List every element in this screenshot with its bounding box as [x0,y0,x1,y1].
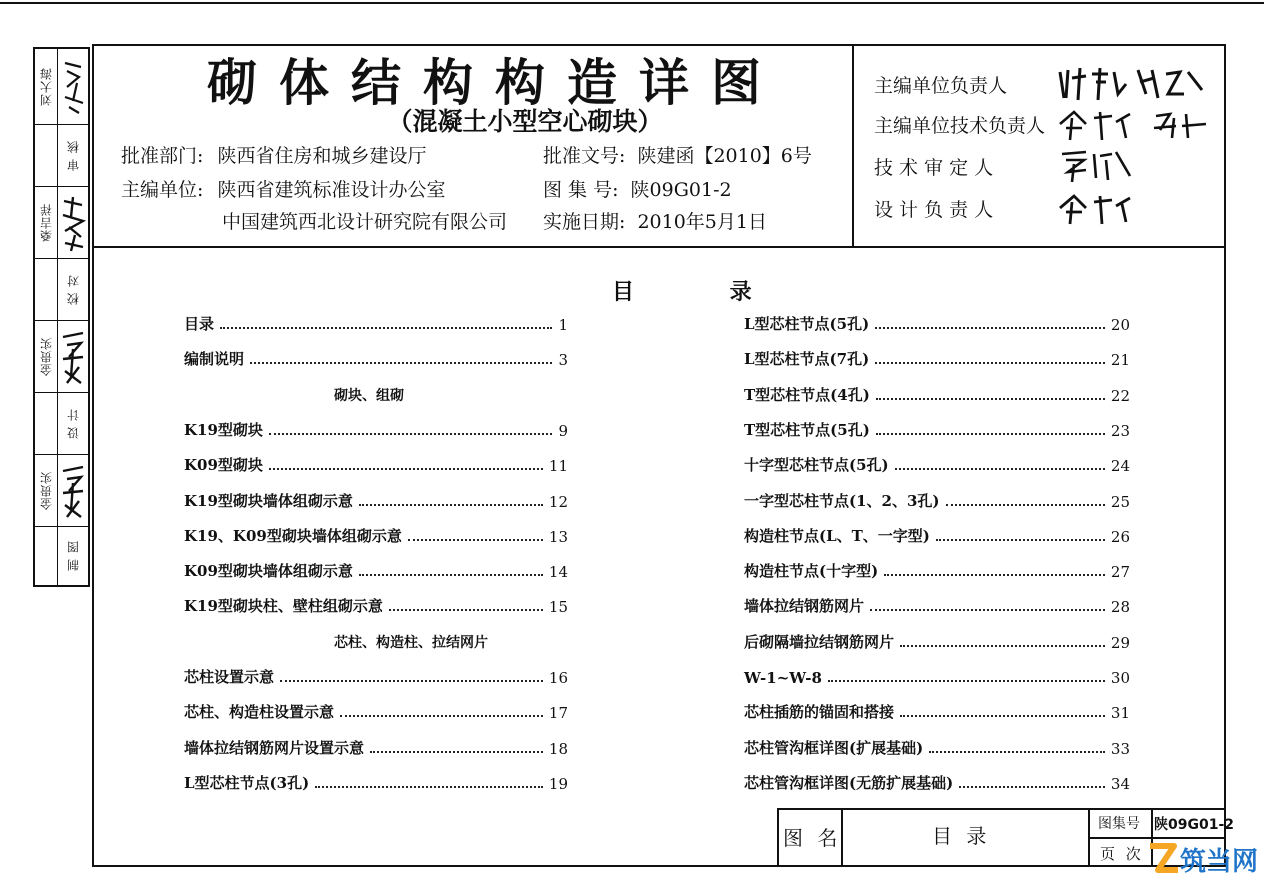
toc-leader-dots [315,786,543,788]
drawing-subtitle: （混凝土小型空心砌块） [387,107,663,136]
atlas-no-label: 图 集 号: [543,179,619,201]
toc-entry-page: 1 [558,316,568,334]
toc-leader-dots [340,715,543,717]
toc-entry-page: 12 [548,492,568,511]
toc-leader-dots [876,398,1105,400]
signoff-name: 刘大海 [39,67,54,106]
handwritten-signature [1056,64,1206,104]
toc-entry[interactable] [744,491,1130,511]
toc-entry[interactable] [744,738,1130,758]
toc-leader-dots [900,645,1105,647]
signoff-role: 审 核 [66,140,81,171]
toc-leader-dots [220,327,552,329]
toc-entry[interactable] [744,385,1130,405]
toc-entry-title: T型芯柱节点(5孔) [744,420,870,439]
toc-leader-dots [828,680,1105,682]
toc-leader-dots [959,786,1105,788]
approval-dept [121,144,426,168]
effective-date-value: 2010年5月1日 [637,211,767,233]
toc-leader-dots [359,504,543,506]
toc-entry-page: 23 [1110,421,1130,440]
toc-entry[interactable] [184,738,568,758]
effective-date-label: 实施日期: [543,211,626,233]
atlas-no [543,178,732,202]
toc-entry-title: K19型砌块墙体组砌示意 [184,491,353,510]
toc-entry-page: 29 [1110,633,1130,652]
toc-entry-page: 13 [548,527,568,546]
toc-entry[interactable] [744,632,1130,652]
handwritten-signature [1056,104,1216,144]
toc-leader-dots [250,362,552,364]
toc-leader-dots [895,468,1105,470]
toc-entry-title: K19型砌块柱、壁柱组砌示意 [184,597,383,616]
toc-entry-page: 24 [1110,457,1130,476]
atlas-no-value: 陕09G01-2 [630,179,732,201]
title-block-page-label: 页 次 [1100,845,1144,863]
toc-entry-title: K19型砌块 [184,420,263,439]
toc-entry[interactable] [744,526,1130,546]
toc-entry-page: 17 [548,704,568,723]
toc-entry-title: 墙体拉结钢筋网片 [744,597,865,616]
toc-leader-dots [370,751,543,753]
signoff-name: 金贵实 [39,337,54,376]
toc-entry-title: 编制说明 [184,350,245,369]
toc-entry-page: 34 [1110,774,1130,793]
toc-entry-page: 15 [548,598,568,617]
toc-leader-dots [876,433,1105,435]
toc-entry-title: L型芯柱节点(5孔) [744,315,870,333]
toc-entry-page: 25 [1110,492,1130,511]
toc-entry-title: K09型砌块 [184,456,263,475]
toc-entry-title: 目录 [184,315,215,333]
toc-entry-title: K19、K09型砌块墙体组砌示意 [184,526,402,545]
toc-entry-title: K09型砌块墙体组砌示意 [184,562,353,581]
toc-entry-title: 芯柱管沟框详图(扩展基础) [744,738,924,757]
toc-leader-dots [900,715,1105,717]
responsible-label: 主编单位技术负责人 [874,115,1046,137]
toc-leader-dots [269,433,553,435]
toc-entry-page: 19 [548,774,568,793]
handwritten-signature [58,49,88,124]
toc-entry-page: 30 [1110,669,1130,687]
toc-entry-page: 33 [1110,739,1130,758]
handwritten-signature [58,187,88,258]
signoff-cell [35,527,88,585]
handwritten-signature [1056,146,1136,186]
toc-entry[interactable] [744,702,1130,722]
toc-entry-title: 构造柱节点(L、T、一字型) [744,526,930,545]
toc-leader-dots [929,751,1105,753]
toc-section-heading: 砌块、组砌 [334,387,404,404]
toc-entry[interactable] [184,526,568,546]
toc-entry[interactable] [184,349,568,369]
toc-entry-page: 31 [1110,704,1130,723]
toc-entry-title: 芯柱设置示意 [184,668,275,686]
toc-entry-title: 墙体拉结钢筋网片设置示意 [184,738,365,757]
toc-leader-dots [359,574,543,576]
toc-entry-page: 20 [1110,316,1130,334]
signoff-cell [35,187,88,259]
toc-entry[interactable] [184,314,568,334]
toc-entry-page: 3 [558,351,568,370]
toc-leader-dots [269,468,543,470]
toc-leader-dots [946,504,1105,506]
toc-entry[interactable] [184,420,568,440]
signoff-cell [35,49,88,125]
responsible-label: 主编单位负责人 [874,75,1008,97]
toc-entry-page: 28 [1110,598,1130,617]
zhudangwang-logo [1148,838,1260,878]
signoff-cell [35,125,88,187]
signoff-name: 桑吉祥 [39,203,54,242]
toc-entry-page: 22 [1110,386,1130,405]
signoff-role: 制 图 [66,540,81,572]
toc-entry-title: 芯柱管沟框详图(无筋扩展基础) [744,773,954,792]
toc-entry[interactable] [744,667,1130,687]
top-border [0,2,1264,4]
editor-unit-value: 陕西省建筑标准设计办公室 [217,179,446,201]
toc-leader-dots [875,327,1105,329]
toc-entry-page: 18 [548,739,568,758]
approval-dept-label: 批准部门: [121,145,204,167]
toc-entry-title: 芯柱插筋的锚固和搭接 [744,703,895,722]
toc-leader-dots [875,362,1105,364]
responsible-row [874,198,1052,222]
title-block-atlas-label: 图集号 [1098,816,1140,832]
toc-entry[interactable] [744,596,1130,616]
title-block-name-value: 目 录 [932,824,991,848]
title-block-name-label: 图 名 [783,826,842,850]
editor-unit-2 [222,210,507,234]
handwritten-signature [1056,188,1136,228]
toc-entry[interactable] [184,667,568,687]
title-block-atlas-value: 陕09G01-2 [1154,817,1235,833]
editor-unit-value-2: 中国建筑西北设计研究院有限公司 [222,211,508,233]
signoff-cell [35,393,88,455]
toc-leader-dots [936,539,1105,541]
toc-entry-page: 14 [548,563,568,582]
toc-entry[interactable] [184,773,568,793]
editor-unit [121,178,445,202]
toc-entry[interactable] [184,561,568,581]
handwritten-signature [58,455,88,526]
responsible-label: 技 术 审 定 人 [874,157,994,179]
signoff-cell [35,259,88,321]
toc-entry[interactable] [744,455,1130,475]
signoff-role: 校 对 [66,274,81,305]
toc-entry-page: 9 [558,421,568,440]
toc-entry-title: 构造柱节点(十字型) [744,562,879,581]
toc-entry-page: 11 [548,457,568,476]
toc-leader-dots [884,574,1105,576]
toc-entry-title: T型芯柱节点(4孔) [744,385,870,404]
toc-entry-page: 21 [1110,351,1130,370]
approval-no [543,144,812,168]
toc-entry-title: L型芯柱节点(3孔) [184,773,310,792]
approval-no-label: 批准文号: [543,145,626,167]
toc-entry-title: 芯柱、构造柱设置示意 [184,703,335,722]
toc-entry[interactable] [184,596,568,616]
toc-entry-page: 27 [1110,563,1130,582]
header-vertical-divider [852,44,854,248]
responsible-row [874,114,1052,138]
toc-section-heading: 芯柱、构造柱、拉结网片 [334,634,488,651]
toc-entry-title: 后砌隔墙拉结钢筋网片 [744,632,895,651]
header-divider [92,246,1226,248]
signoff-strip [33,47,90,587]
toc-entry[interactable] [744,420,1130,440]
toc-entry-page: 26 [1110,527,1130,546]
responsible-row [874,74,1052,98]
toc-entry[interactable] [744,349,1130,369]
toc-leader-dots [389,609,543,611]
toc-entry-title: L型芯柱节点(7孔) [744,350,870,369]
toc-entry-title: W-1~W-8 [744,669,822,687]
toc-leader-dots [408,539,543,541]
signoff-cell [35,455,88,527]
toc-entry[interactable] [744,314,1130,334]
signoff-cell [35,321,88,393]
effective-date [543,210,767,234]
toc-leader-dots [870,609,1105,611]
responsible-row [874,156,1052,180]
handwritten-signature [58,321,88,392]
toc-entry[interactable] [744,561,1130,581]
signoff-role: 设 计 [66,408,81,439]
watermark-text: 筑当网 [1180,847,1259,877]
signoff-name: 金贵实 [39,471,54,510]
responsible-label: 设 计 负 责 人 [874,199,994,221]
drawing-title: 砌体结构构造详图 [207,54,783,112]
toc-entry[interactable] [744,773,1130,793]
toc-leader-dots [280,680,543,682]
toc-entry[interactable] [184,455,568,475]
toc-entry-title: 一字型芯柱节点(1、2、3孔) [744,491,940,510]
toc-title: 目 录 [612,279,796,305]
approval-dept-value: 陕西省住房和城乡建设厅 [217,145,427,167]
toc-entry-title: 十字型芯柱节点(5孔) [744,456,889,475]
toc-entry[interactable] [184,702,568,722]
toc-entry-page: 16 [548,669,568,687]
toc-entry[interactable] [184,491,568,511]
approval-no-value: 陕建函【2010】6号 [637,145,812,167]
editor-unit-label: 主编单位: [121,179,204,201]
logo-mark-icon [1148,838,1260,878]
